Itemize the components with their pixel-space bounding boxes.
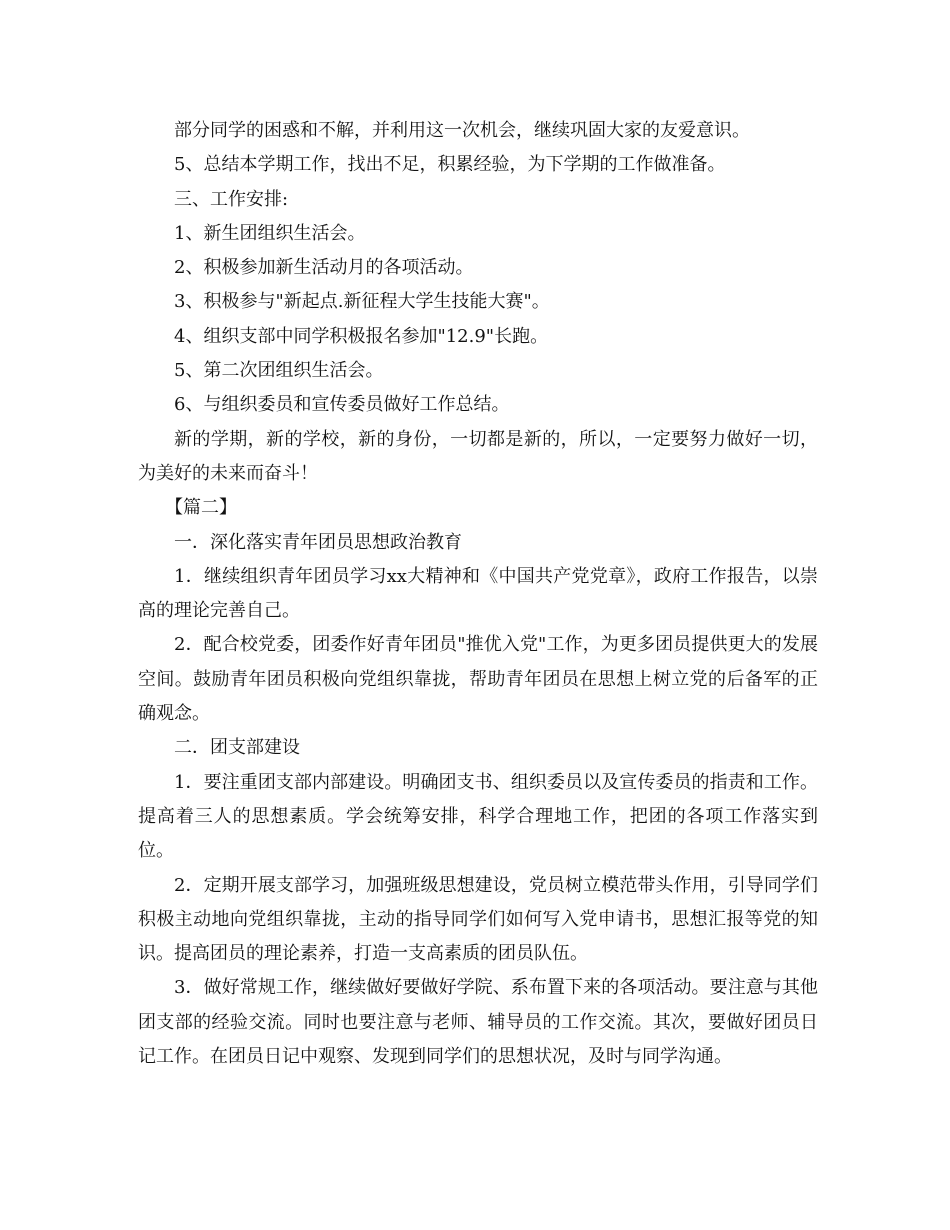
paragraph: 新的学期，新的学校，新的身份，一切都是新的，所以，一定要努力做好一切，为美好的未来而奋斗！ xyxy=(138,428,818,484)
list-item: 5、第二次团组织生活会。 xyxy=(174,360,384,382)
paragraph: 2．定期开展支部学习，加强班级思想建设，党员树立模范带头作用，引导同学们积极主动地向党组织靠拢，主动的指导同学们如何写入党申请书，思想汇报等党的知识。提高团员的理论素养，打造一支高素质的团员队伍。 xyxy=(138,874,818,965)
paragraph: 1．继续组织青年团员学习xx大精神和《中国共产党党章》，政府工作报告，以崇高的理论完善自己。 xyxy=(138,565,818,622)
paragraph: 3．做好常规工作，继续做好要做好学院、系布置下来的各项活动。要注意与其他团支部的经验交流。同时也要注意与老师、辅导员的工作交流。其次，要做好团员日记工作。在团员日记中观察、发现到同学们的思想状况，及时与同学沟通。 xyxy=(138,977,818,1068)
list-item: 3、积极参与"新起点.新征程大学生技能大赛"。 xyxy=(174,291,550,313)
paragraph: 5、总结本学期工作，找出不足，积累经验，为下学期的工作做准备。 xyxy=(174,154,726,176)
list-item: 6、与组织委员和宣传委员做好工作总结。 xyxy=(174,394,510,416)
document-body xyxy=(138,114,818,1074)
section-heading: 二．团支部建设 xyxy=(174,737,300,759)
section-heading: 一．深化落实青年团员思想政治教育 xyxy=(174,531,462,553)
list-item: 4、组织支部中同学积极报名参加"12.9"长跑。 xyxy=(174,325,549,347)
paragraph: 1．要注重团支部内部建设。明确团支书、组织委员以及宣传委员的指责和工作。提高着三人的思想素质。学会统筹安排，科学合理地工作，把团的各项工作落实到位。 xyxy=(138,771,818,862)
part-heading: 【篇二】 xyxy=(165,497,237,519)
paragraph: 2．配合校党委，团委作好青年团员"推优入党"工作，为更多团员提供更大的发展空间。鼓励青年团员积极向党组织靠拢，帮助青年团员在思想上树立党的后备军的正确观念。 xyxy=(138,634,818,725)
list-item: 2、积极参加新生活动月的各项活动。 xyxy=(174,257,474,279)
paragraph: 部分同学的困惑和不解，并利用这一次机会，继续巩固大家的友爱意识。 xyxy=(174,120,750,141)
list-item: 1、新生团组织生活会。 xyxy=(174,222,366,244)
section-heading: 三、工作安排: xyxy=(174,188,289,210)
